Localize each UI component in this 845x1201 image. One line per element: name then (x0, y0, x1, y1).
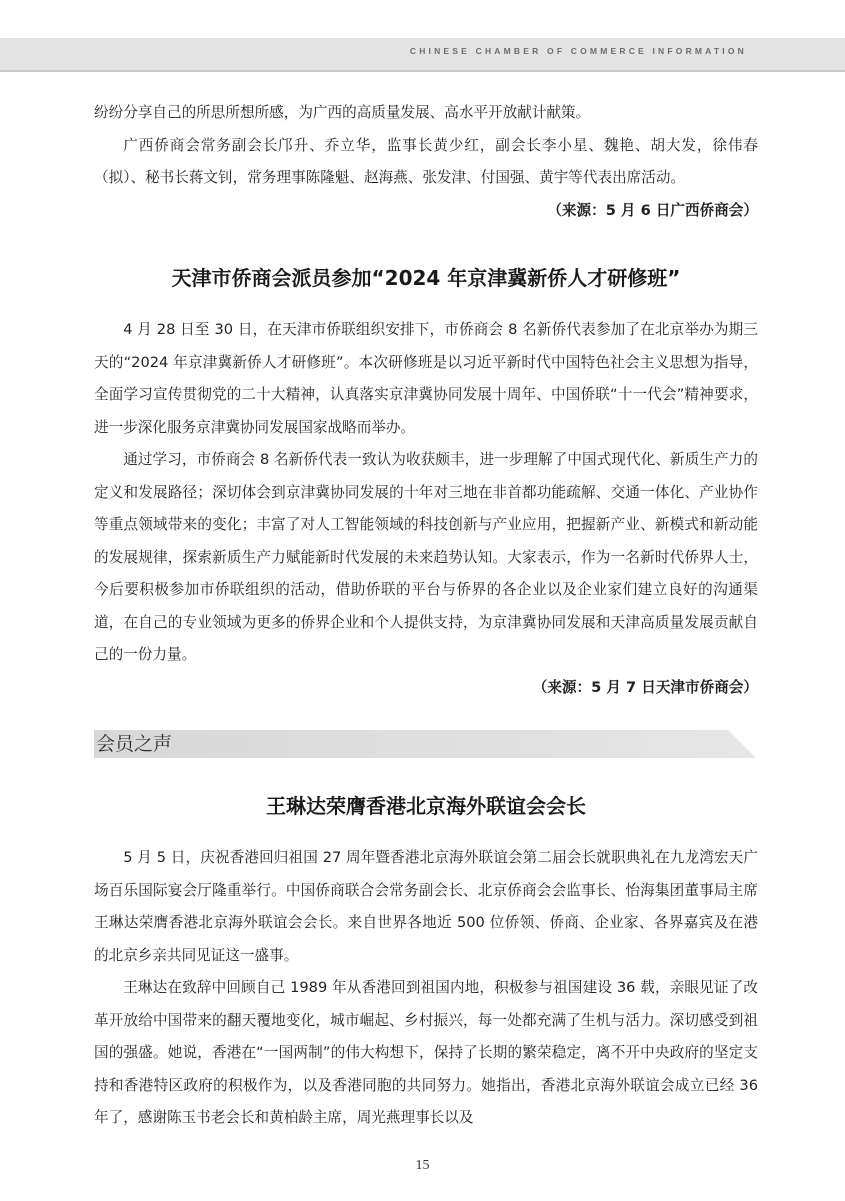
article-1 (94, 97, 758, 227)
article-2-paragraph-2: 通过学习，市侨商会 8 名新侨代表一致认为收获颇丰，进一步理解了中国式现代化、新质生产力的定义和发展路径；深切体会到京津冀协同发展的十年对三地在非首都功能疏解、交通一体化、产业协作等重点领域带来的变化；丰富了对人工智能领域的科技创新与产业应用，把握新产业、新模式和新动能的发展规律，探索新质生产力赋能新时代发展的未来趋势认知。大家表示，作为一名新时代侨界人士，今后要积极参加市侨联组织的活动，借助侨联的平台与侨界的各企业以及企业家们建立良好的沟通渠道，在自己的专业领域为更多的侨界企业和个人提供支持，为京津冀协同发展和天津高质量发展贡献自己的一份力量。 (94, 451, 758, 663)
article-3-title-wrap (94, 790, 758, 819)
article-2-source: （来源：5 月 7 日天津市侨商会） (532, 678, 758, 696)
section-header-label: 会员之声 (96, 733, 173, 755)
article-1-paragraph-1: 纷纷分享自己的所思所想所感，为广西的高质量发展、高水平开放献计献策。 (94, 104, 591, 121)
section-header-bar (94, 730, 756, 758)
article-2-title: 天津市侨商会派员参加“2024 年京津冀新侨人才研修班” (171, 266, 681, 290)
article-3-paragraph-1: 5 月 5 日，庆祝香港回归祖国 27 周年暨香港北京海外联谊会第二届会长就职典礼在九龙湾宏天广场百乐国际宴会厅隆重举行。中国侨商联合会常务副会长、北京侨商会会监事长、怡海集团董事局主席王琳达荣膺香港北京海外联谊会会长。来自世界各地近 500 位侨领、侨商、企业家、各界嘉宾及在港的北京乡亲共同见证这一盛事。 (94, 849, 758, 964)
page-number: 15 (415, 1158, 430, 1173)
article-3 (94, 842, 758, 1135)
article-1-paragraph-2: 广西侨商会常务副会长邝升、乔立华，监事长黄少红，副会长李小星、魏艳、胡大发，徐伟春（拟）、秘书长蒋文钊，常务理事陈隆魁、赵海燕、张发津、付国强、黄宇等代表出席活动。 (94, 136, 758, 186)
article-1-source: （来源：5 月 6 日广西侨商会） (547, 201, 758, 219)
article-2 (94, 314, 758, 704)
article-2-title-wrap (94, 262, 758, 291)
article-3-paragraph-2: 王琳达在致辞中回顾自己 1989 年从香港回到祖国内地，积极参与祖国建设 36 载，亲眼见证了改革开放给中国带来的翻天覆地变化，城市崛起、乡村振兴，每一处都充满了生机与活力。深切感受到祖国的强盛。她说，香港在“一国两制”的伟大构想下，保持了长期的繁荣稳定，离不开中央政府的坚定支持和香港特区政府的积极作为，以及香港同胞的共同努力。她指出，香港北京海外联谊会成立已经 36 年了，感谢陈玉书老会长和黄柏龄主席，周光燕理事长以及 (94, 979, 758, 1126)
article-3-title: 王琳达荣膺香港北京海外联谊会会长 (266, 794, 586, 818)
article-2-paragraph-1: 4 月 28 日至 30 日，在天津市侨联组织安排下，市侨商会 8 名新侨代表参加了在北京举办为期三天的“2024 年京津冀新侨人才研修班”。本次研修班是以习近平新时代中国特色社会主义思想为指导，全面学习宣传贯彻党的二十大精神，认真落实京津冀协同发展十周年、中国侨联“十一代会”精神要求，进一步深化服务京津冀协同发展国家战略而举办。 (94, 321, 758, 436)
header-banner-text: CHINESE CHAMBER OF COMMERCE INFORMATION (409, 46, 747, 56)
